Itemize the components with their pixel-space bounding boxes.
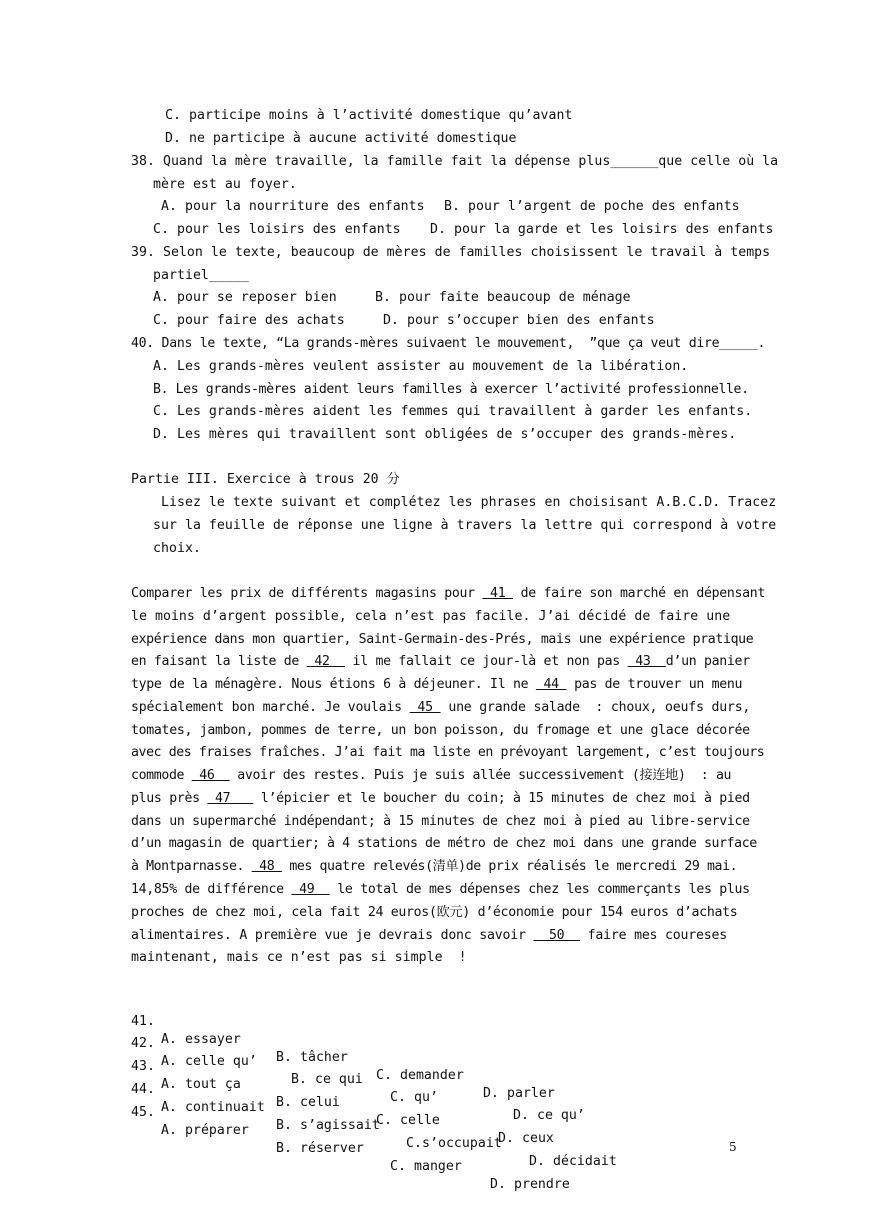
q37-option-d: D. ne participe à aucune activité domestique xyxy=(165,131,517,146)
q38-option-c: C. pour les loisirs des enfants xyxy=(153,222,401,237)
q39-stem-cont: partiel_____ xyxy=(153,268,249,283)
text: commode xyxy=(131,768,192,783)
passage-line: dans un supermarché indépendant; à 15 minutes de chez moi à pied au libre-service xyxy=(131,814,750,829)
passage-line: avec des fraises fraîches. J’ai fait ma liste en prévoyant largement, c’est toujours xyxy=(131,745,765,760)
text: une grande salade : choux, oeufs durs, xyxy=(440,700,751,715)
option-c: C.s’occupait xyxy=(406,1136,502,1151)
option-c: C. demander xyxy=(376,1068,464,1083)
passage-line xyxy=(131,790,750,808)
option-c: C. manger xyxy=(390,1159,462,1174)
passage-line xyxy=(131,881,750,899)
blank-48: 48 xyxy=(251,859,282,874)
text: l’épicier et le boucher du coin; à 15 minutes de chez moi à pied xyxy=(253,791,750,806)
passage-line xyxy=(131,927,727,945)
text: il me fallait ce jour-là et non pas xyxy=(344,654,628,669)
question-number: 44. xyxy=(131,1082,155,1097)
q38-option-a: A. pour la nourriture des enfants xyxy=(161,199,425,214)
text: avoir des restes. Puis je suis allée successivement (接连地) : au xyxy=(229,768,732,783)
blank-41: 41 xyxy=(482,586,513,601)
option-d: D. ce qu’ xyxy=(513,1108,585,1123)
passage-line xyxy=(131,767,731,785)
text: d’un panier xyxy=(665,654,750,669)
blank-49: 49 xyxy=(291,882,330,897)
text: spécialement bon marché. Je voulais xyxy=(131,700,410,715)
option-b: B. tâcher xyxy=(276,1050,348,1065)
passage-line: expérience dans mon quartier, Saint-Germain-des-Prés, mais une expérience pratique xyxy=(131,632,754,647)
option-b: B. celui xyxy=(276,1095,340,1110)
option-d: D. parler xyxy=(483,1086,555,1101)
text: faire mes coureses xyxy=(579,928,727,943)
question-number: 42. xyxy=(131,1036,155,1051)
section-title: Partie III. Exercice à trous 20 分 xyxy=(131,472,400,487)
q38-option-b: B. pour l’argent de poche des enfants xyxy=(444,199,740,214)
q37-option-c: C. participe moins à l’activité domestique qu’avant xyxy=(165,108,573,123)
text: alimentaires. A première vue je devrais donc savoir xyxy=(131,928,534,943)
question-number: 41. xyxy=(131,1014,155,1029)
option-c: C. qu’ xyxy=(390,1090,438,1105)
q40-option-d: D. Les mères qui travaillent sont obligées de s’occuper des grands-mères. xyxy=(153,427,737,442)
passage-line: tomates, jambon, pommes de terre, un bon poisson, du fromage et une glace décorée xyxy=(131,723,750,738)
blank-47: 47 xyxy=(207,791,254,806)
q38-stem: 38. Quand la mère travaille, la famille fait la dépense plus______que celle où la xyxy=(131,154,779,169)
q40-option-b: B. Les grands-mères aident leurs familles à exercer l’activité professionnelle. xyxy=(153,382,749,397)
q39-stem: 39. Selon le texte, beaucoup de mères de familles choisissent le travail à temps xyxy=(131,245,771,260)
question-number: 45. xyxy=(131,1105,155,1120)
text: pas de trouver un menu xyxy=(566,677,743,692)
passage-line xyxy=(131,858,737,876)
passage-line xyxy=(131,585,765,603)
q39-option-d: D. pour s’occuper bien des enfants xyxy=(383,313,655,328)
blank-50: 50 xyxy=(533,928,580,943)
blank-46: 46 xyxy=(191,768,230,783)
instructions-cont: sur la feuille de réponse une ligne à travers la lettre qui correspond à votre xyxy=(153,518,777,533)
instructions-end: choix. xyxy=(153,541,201,556)
question-number: 43. xyxy=(131,1059,155,1074)
option-a: A. celle qu’ xyxy=(161,1054,257,1069)
q39-option-b: B. pour faite beaucoup de ménage xyxy=(375,290,631,305)
option-b: B. s’agissait xyxy=(276,1118,380,1133)
q39-option-a: A. pour se reposer bien xyxy=(153,290,337,305)
q39-option-c: C. pour faire des achats xyxy=(153,313,345,328)
option-d: D. prendre xyxy=(490,1177,570,1192)
passage-line: le moins d’argent possible, cela n’est pas facile. J’ai décidé de faire une xyxy=(131,609,731,624)
text: mes quatre relevés(清单)de prix réalisés le mercredi 29 mai. xyxy=(281,859,738,874)
option-d: D. décidait xyxy=(529,1154,617,1169)
text: en faisant la liste de xyxy=(131,654,307,669)
option-d: D. ceux xyxy=(498,1131,554,1146)
passage-line xyxy=(131,699,750,717)
q38-option-d: D. pour la garde et les loisirs des enfants xyxy=(430,222,774,237)
blank-44: 44 xyxy=(535,677,567,692)
option-b: B. réserver xyxy=(276,1141,364,1156)
option-c: C. celle xyxy=(376,1113,440,1128)
passage-line: d’un magasin de quartier; à 4 stations de métro de chez moi dans une grande surface xyxy=(131,836,757,851)
q40-option-a: A. Les grands-mères veulent assister au mouvement de la libération. xyxy=(153,359,689,374)
passage-line: proches de chez moi, cela fait 24 euros(欧元) d’économie pour 154 euros d’achats xyxy=(131,905,738,920)
text: à Montparnasse. xyxy=(131,859,252,874)
instructions: Lisez le texte suivant et complétez les phrases en choisisant A.B.C.D. Tracez xyxy=(161,495,777,510)
blank-43: 43 xyxy=(627,654,666,669)
q40-option-c: C. Les grands-mères aident les femmes qui travaillent à garder les enfants. xyxy=(153,404,753,419)
option-b: B. ce qui xyxy=(291,1072,363,1087)
text: le total de mes dépenses chez les commerçants les plus xyxy=(329,882,750,897)
option-a: A. tout ça xyxy=(161,1077,241,1092)
text: plus près xyxy=(131,791,208,806)
passage-line xyxy=(131,676,742,694)
text: 14,85% de différence xyxy=(131,882,292,897)
blank-45: 45 xyxy=(409,700,441,715)
passage-line xyxy=(131,653,750,671)
text: type de la ménagère. Nous étions 6 à déjeuner. Il ne xyxy=(131,677,536,692)
page-number: 5 xyxy=(729,1140,737,1154)
option-a: A. continuait xyxy=(161,1100,265,1115)
passage-line: maintenant, mais ce n’est pas si simple ! xyxy=(131,950,467,965)
q40-stem: 40. Dans le texte, “La grands-mères suivaent le mouvement, ”que ça veut dire_____. xyxy=(131,336,766,351)
q38-stem-cont: mère est au foyer. xyxy=(153,177,297,192)
option-a: A. essayer xyxy=(161,1032,241,1047)
option-a: A. préparer xyxy=(161,1123,249,1138)
blank-42: 42 xyxy=(306,654,345,669)
text: de faire son marché en dépensant xyxy=(512,586,766,601)
text: Comparer les prix de différents magasins pour xyxy=(131,586,483,601)
